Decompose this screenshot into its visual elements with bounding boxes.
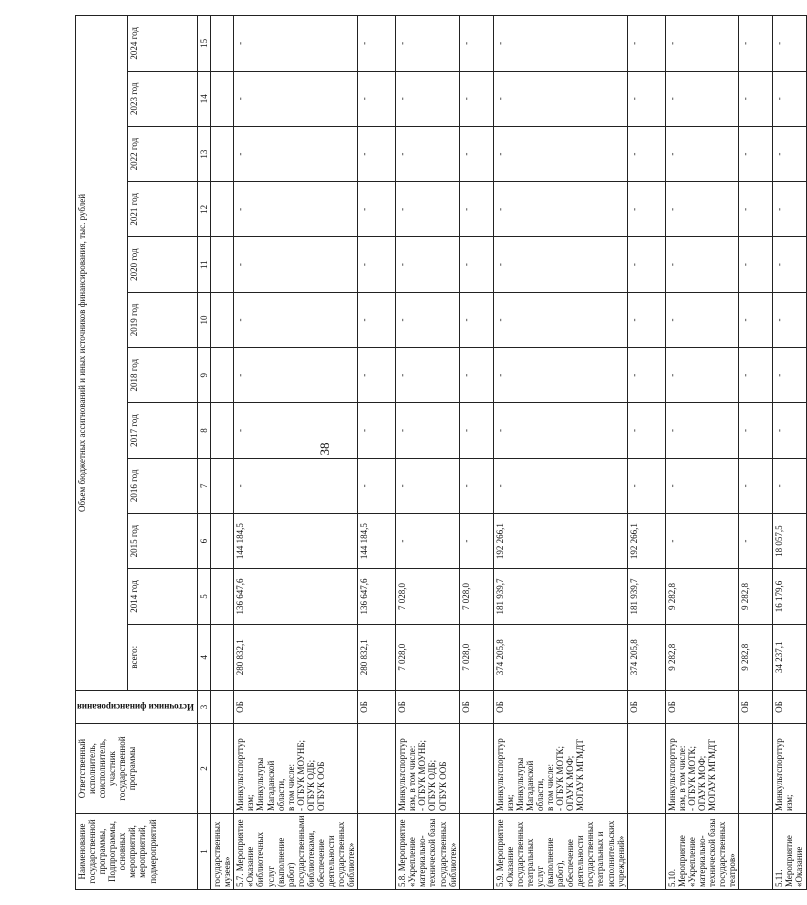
row-year-value: - [358,126,396,181]
row-year-value: - [739,237,773,292]
row-year-value [211,126,234,181]
row-total [211,624,234,690]
row-year-value: - [665,237,739,292]
row-year-value: 192 266,1 [493,513,627,568]
row-year-value: - [396,71,459,126]
row-year-value: - [234,348,358,403]
row-name: 5.8. Мероприятие «Укрепление материально-технической базы государственных библиотек» [396,813,459,889]
row-year-value: - [773,348,806,403]
row-source: ОБ [358,690,396,723]
responsible-line: ОГАУК МОФ; [565,755,576,811]
responsible-line: ОГБУК ОДБ; [427,759,438,811]
row-year-value: - [773,237,806,292]
column-number: 2 [198,724,211,814]
financing-table [75,15,807,890]
row-year-value: - [459,458,493,513]
row-source: ОБ [739,690,773,723]
row-year-value: - [459,292,493,347]
row-year-value: 144 184,5 [234,513,358,568]
header-name: Наименование государственной программы, Подпрограммы, основных мероприятий, мероприятий, подмероприятий [76,813,198,889]
row-source: ОБ [459,690,493,723]
row-year-value: - [396,16,459,72]
responsible-line: Минкультспорттур изм; [774,738,795,811]
row-year-value: - [234,16,358,72]
row-name: 5.7. Мероприятие «Оказание библиотечных услуг (выполнение работ) государственными библиотеками, обеспечение деятельности государственных библиотек» [234,813,358,889]
row-year-value: - [627,16,665,72]
row-year-value: - [493,292,627,347]
row-year-value: - [396,348,459,403]
header-source-label: Источники финансирования [77,702,194,713]
row-year-value: - [234,71,358,126]
row-year-value: - [459,16,493,72]
row-year-value: - [396,292,459,347]
row-year-value: - [627,403,665,458]
column-number: 10 [198,292,211,347]
table-row [234,16,358,890]
column-number: 8 [198,403,211,458]
row-name [358,813,396,889]
row-year-value: - [493,458,627,513]
row-year-value [211,513,234,568]
responsible-line: Минкультуры Магаданской области, [255,757,286,811]
column-number: 1 [198,813,211,889]
responsible-line: Минкультспорттур изм, в том числе: [666,738,687,811]
table-row [665,16,739,890]
row-year-value: - [773,126,806,181]
column-number: 9 [198,348,211,403]
row-year-value: 192 266,1 [627,513,665,568]
row-year-value: - [665,292,739,347]
row-name: 5.10. Мероприятие «Укрепление материально-технической базы государственных театров» [665,813,739,889]
table-row [773,16,806,890]
row-year-value: - [773,71,806,126]
row-total: 34 237,1 [773,624,806,690]
column-number: 5 [198,569,211,624]
table-row [739,16,773,890]
row-year-value: 181 939,7 [493,569,627,624]
row-year-value: - [627,348,665,403]
row-responsible [773,724,806,814]
row-year-value: - [627,237,665,292]
row-year-value: - [773,458,806,513]
row-year-value: - [739,348,773,403]
header-total: всего: [127,624,197,690]
row-year-value: 136 647,6 [234,569,358,624]
row-year-value: - [358,348,396,403]
responsible-line: МОГАУК МГМДТ [707,739,718,811]
row-year-value: 7 028,0 [396,569,459,624]
header-year: 2022 год [127,126,197,181]
row-year-value: - [234,403,358,458]
row-year-value: 9 282,8 [665,569,739,624]
table-row [493,16,627,890]
row-year-value: 144 184,5 [358,513,396,568]
column-number: 15 [198,16,211,72]
row-total: 374 205,8 [627,624,665,690]
row-year-value: - [358,237,396,292]
row-responsible [459,724,493,814]
row-year-value: - [665,458,739,513]
row-year-value: - [234,458,358,513]
row-year-value: - [665,71,739,126]
row-year-value: - [358,16,396,72]
row-year-value: - [665,16,739,72]
row-year-value: - [665,182,739,237]
row-year-value [211,403,234,458]
row-year-value: - [459,71,493,126]
row-total: 7 028,0 [396,624,459,690]
row-year-value [211,458,234,513]
row-year-value: - [739,126,773,181]
row-year-value: - [493,237,627,292]
row-year-value: - [396,458,459,513]
responsible-line: ОГБУК ОДБ; [305,759,316,811]
row-year-value: - [396,237,459,292]
column-number: 11 [198,237,211,292]
row-name: 5.9. Мероприятие «Оказание государственных театральных услуг (выполнение работ), обеспечение деятельности государственных театральных и исполнительских учреждений» [493,813,627,889]
row-year-value: 16 179,6 [773,569,806,624]
row-responsible [493,724,627,814]
row-year-value: - [739,71,773,126]
responsible-line: в том числе: [285,764,296,811]
row-year-value: - [358,458,396,513]
responsible-line: ОГБУК ООБ [315,761,326,811]
row-year-value: - [665,513,739,568]
row-year-value [211,348,234,403]
header-source [76,690,198,723]
column-number: 12 [198,182,211,237]
responsible-line: - ОГБУК МОУНБ; [417,740,428,811]
row-year-value: 18 057,5 [773,513,806,568]
row-year-value [211,237,234,292]
header-year: 2020 год [127,237,197,292]
row-year-value: - [739,403,773,458]
row-year-value: - [396,403,459,458]
row-responsible [665,724,739,814]
responsible-line: МОГАУК МГМДТ [575,739,586,811]
responsible-line: ОГАУК МОФ; [696,755,707,811]
row-year-value: - [358,292,396,347]
responsible-line: Минкультспорттур изм; [235,738,256,811]
responsible-line: ОГБУК ООБ [437,761,448,811]
header-responsible: Ответственный исполнитель, соисполнитель, участник государственной программы [76,724,198,814]
row-name [627,813,665,889]
row-year-value: - [234,126,358,181]
table-row [211,16,234,890]
page-number: 38 [317,442,332,456]
row-year-value: - [493,403,627,458]
row-year-value: - [493,71,627,126]
header-year: 2017 год [127,403,197,458]
column-number: 7 [198,458,211,513]
column-number: 3 [198,690,211,723]
table-row [396,16,459,890]
row-year-value: - [396,513,459,568]
row-year-value: - [459,348,493,403]
row-year-value [211,292,234,347]
header-year: 2018 год [127,348,197,403]
row-total: 280 832,1 [234,624,358,690]
row-source: ОБ [396,690,459,723]
row-year-value: 7 028,0 [459,569,493,624]
row-year-value: - [665,403,739,458]
row-year-value: - [459,237,493,292]
row-year-value: - [234,182,358,237]
row-year-value: - [665,348,739,403]
row-year-value: - [627,458,665,513]
row-year-value: - [234,292,358,347]
row-source: ОБ [773,690,806,723]
row-year-value: 9 282,8 [739,569,773,624]
column-number: 14 [198,71,211,126]
responsible-line: - ОГБУК МОУНБ; [295,740,306,811]
column-number: 4 [198,624,211,690]
row-year-value: - [739,513,773,568]
header-year: 2024 год [127,16,197,72]
row-year-value: 181 939,7 [627,569,665,624]
header-year: 2015 год [127,513,197,568]
row-year-value: - [396,182,459,237]
row-year-value: - [234,237,358,292]
row-name: государственных музеев» [211,813,234,889]
header-year: 2021 год [127,182,197,237]
row-year-value: - [739,292,773,347]
row-year-value: - [493,16,627,72]
row-responsible [211,724,234,814]
header-year: 2014 год [127,569,197,624]
header-year: 2023 год [127,71,197,126]
row-total: 374 205,8 [493,624,627,690]
column-number: 6 [198,513,211,568]
row-name [739,813,773,889]
row-year-value [211,16,234,72]
row-year-value: - [665,126,739,181]
row-year-value: - [396,126,459,181]
row-responsible [234,724,358,814]
row-year-value: - [773,182,806,237]
responsible-line: - ОГБУК МОТК; [555,746,566,811]
row-year-value: - [627,292,665,347]
row-year-value: - [739,16,773,72]
row-year-value: - [773,292,806,347]
header-year: 2019 год [127,292,197,347]
row-year-value: - [739,458,773,513]
row-year-value: - [459,513,493,568]
row-year-value: - [627,126,665,181]
column-number: 13 [198,126,211,181]
row-year-value: - [358,71,396,126]
row-year-value: - [493,182,627,237]
row-year-value: 136 647,6 [358,569,396,624]
row-name: 5.11. Мероприятие «Оказание [773,813,806,889]
row-year-value [211,71,234,126]
row-year-value: - [627,71,665,126]
row-year-value: - [459,126,493,181]
row-year-value: - [773,403,806,458]
row-responsible [396,724,459,814]
row-year-value: - [773,16,806,72]
row-total: 9 282,8 [665,624,739,690]
row-source [211,690,234,723]
row-year-value: - [459,182,493,237]
row-responsible [358,724,396,814]
responsible-line: Минкультспорттур изм; [494,738,515,811]
row-source: ОБ [234,690,358,723]
row-source: ОБ [665,690,739,723]
row-year-value: - [358,182,396,237]
row-year-value [211,569,234,624]
row-total: 9 282,8 [739,624,773,690]
responsible-line: Минкультспорттур изм, в том числе: [397,738,418,811]
responsible-line: в том числе: [545,764,556,811]
table-row [358,16,396,890]
row-total: 280 832,1 [358,624,396,690]
row-responsible [739,724,773,814]
row-year-value: - [493,348,627,403]
row-year-value: - [627,182,665,237]
rotated-table-container [75,15,805,890]
responsible-line: - ОГБУК МОТК; [686,746,697,811]
responsible-line: Минкультуры Магаданской области, [514,757,546,811]
row-year-value: - [739,182,773,237]
row-year-value: - [459,403,493,458]
table-row [627,16,665,890]
row-year-value [211,182,234,237]
row-total: 7 028,0 [459,624,493,690]
row-responsible [627,724,665,814]
row-year-value: - [493,126,627,181]
row-source: ОБ [627,690,665,723]
row-year-value: - [358,403,396,458]
row-name [459,813,493,889]
header-year: 2016 год [127,458,197,513]
row-source: ОБ [493,690,627,723]
header-volume: Объем бюджетных ассигнований и иных источников финансирования, тыс. рублей [76,16,128,691]
table-row [459,16,493,890]
